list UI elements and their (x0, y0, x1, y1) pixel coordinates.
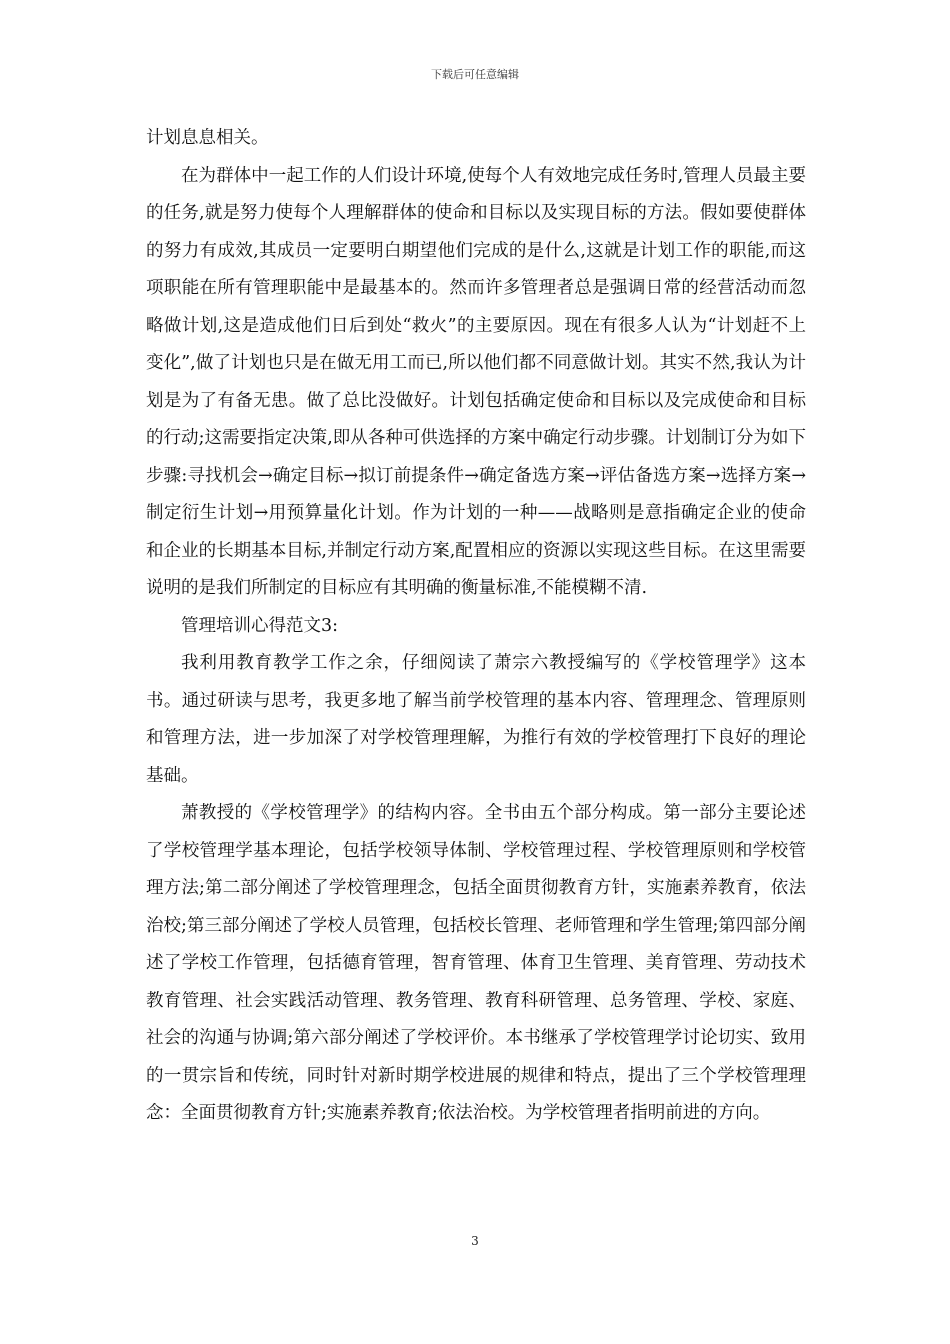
page-number: 3 (471, 1234, 479, 1248)
paragraph-continuation: 计划息息相关。 (146, 128, 269, 148)
document-body (146, 120, 806, 1133)
paragraph-planning: 在为群体中一起工作的人们设计环境,使每个人有效地完成任务时,管理人员最主要的任务,就是努力使每个人理解群体的使命和目标以及实现目标的方法。假如要使群体的努力有成效,其成员一定要明白期望他们完成的是什么,这就是计划工作的职能,而这项职能在所有管理职能中是最基本的。然而许多管理者总是强调日常的经营活动而忽略做计划,这是造成他们日后到处“救火”的主要原因。现在有很多人认为“计划赶不上变化”,做了计划也只是在做无用工而已,所以他们都不同意做计划。其实不然,我认为计划是为了有备无患。做了总比没做好。计划包括确定使命和目标以及完成使命和目标的行动;这需要指定决策,即从各种可供选择的方案中确定行动步骤。计划制订分为如下步骤:寻找机会→确定目标→拟订前提条件→确定备选方案→评估备选方案→选择方案→制定衍生计划→用预算量化计划。作为计划的一种——战略则是意指确定企业的使命和企业的长期基本目标,并制定行动方案,配置相应的资源以实现这些目标。在这里需要说明的是我们所制定的目标应有其明确的衡量标准,不能模糊不清. (146, 165, 806, 598)
section-heading-example-3: 管理培训心得范文3: (181, 615, 339, 636)
paragraph-book-structure: 萧教授的《学校管理学》的结构内容。全书由五个部分构成。第一部分主要论述了学校管理学基本理论，包括学校领导体制、学校管理过程、学校管理原则和学校管理方法;第二部分阐述了学校管理理念，包括全面贯彻教育方针，实施素养教育，依法治校;第三部分阐述了学校人员管理，包括校长管理、老师管理和学生管理;第四部分阐述了学校工作管理，包括德育管理，智育管理、体育卫生管理、美育管理、劳动技术教育管理、社会实践活动管理、教务管理、教育科研管理、总务管理、学校、家庭、社会的沟通与协调;第六部分阐述了学校评价。本书继承了学校管理学讨论切实、致用的一贯宗旨和传统，同时针对新时期学校进展的规律和特点，提出了三个学校管理理念：全面贯彻教育方针;实施素养教育;依法治校。为学校管理者指明前进的方向。 (146, 803, 806, 1123)
paragraph-book-intro: 我利用教育教学工作之余，仔细阅读了萧宗六教授编写的《学校管理学》这本书。通过研读与思考，我更多地了解当前学校管理的基本内容、管理理念、管理原则和管理方法，进一步加深了对学校管理理解，为推行有效的学校管理打下良好的理论基础。 (146, 653, 806, 786)
page-header: 下载后可任意编辑 (431, 68, 519, 81)
